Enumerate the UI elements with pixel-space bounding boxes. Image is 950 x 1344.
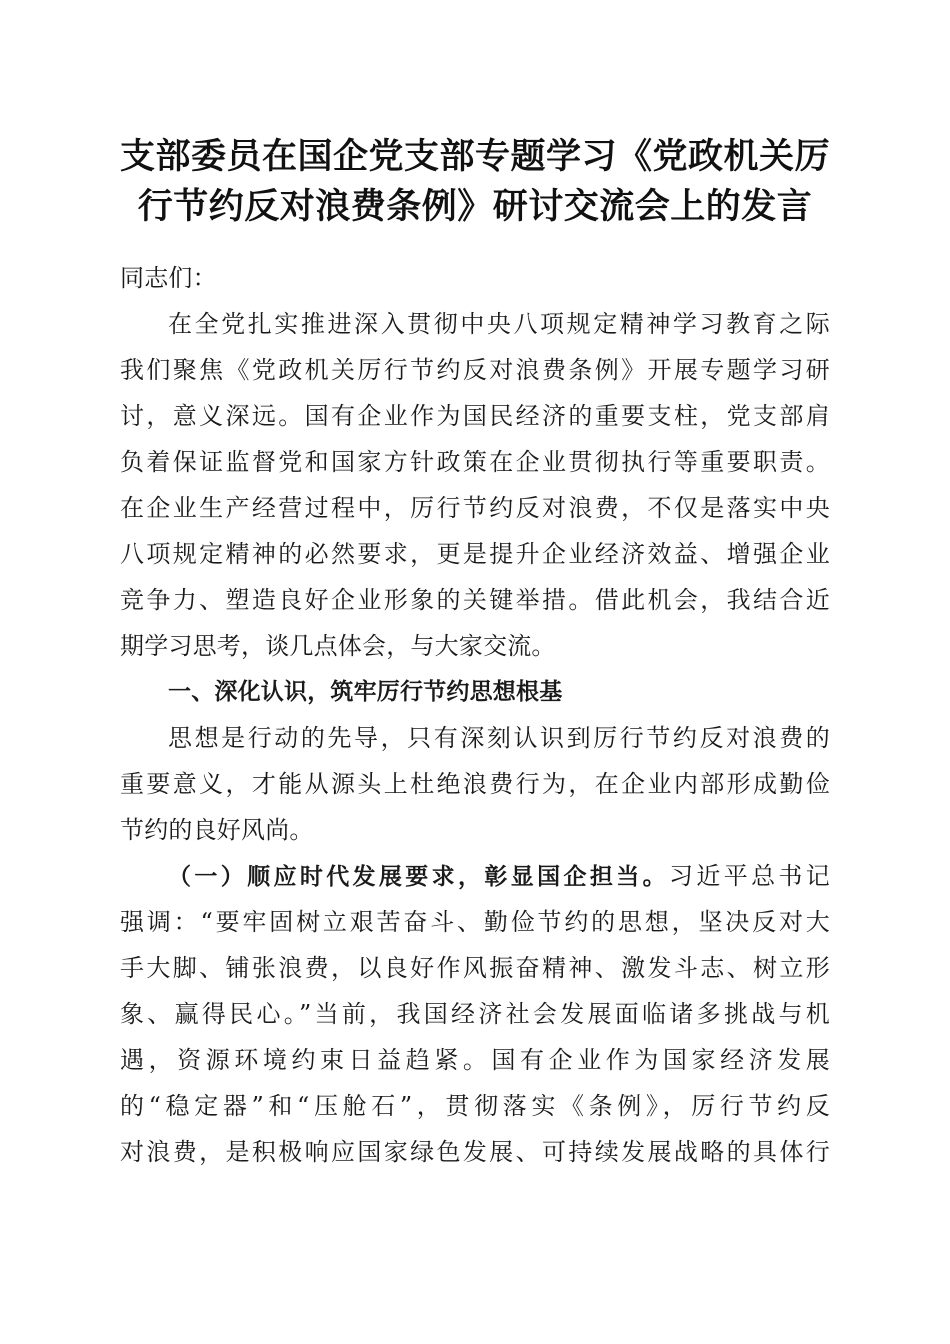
paragraph-subsection1 [120, 853, 830, 1175]
title-line-1: 支部委员在国企党支部专题学习《党政机关厉 [119, 136, 830, 177]
paragraph-line: 负着保证监督党和国家方针政策在企业贯彻执行等重要职责。 [120, 448, 830, 476]
paragraph-line: 的“稳定器”和“压舱石”，贯彻落实《条例》，厉行节约反 [120, 1092, 830, 1120]
paragraph-line: 我们聚焦《党政机关厉行节约反对浪费条例》开展专题学习研 [120, 356, 830, 384]
salutation: 同志们： [120, 264, 217, 292]
paragraph-line-rest: 习近平总书记 [668, 862, 830, 890]
paragraph-line: 强调：“要牢固树立艰苦奋斗、勤俭节约的思想，坚决反对大 [120, 908, 830, 936]
paragraph-line: 竞争力、塑造良好企业形象的关键举措。借此机会，我结合近 [120, 586, 830, 614]
paragraph-line: 期学习思考，谈几点体会，与大家交流。 [120, 632, 556, 660]
paragraph-line: 在全党扎实推进深入贯彻中央八项规定精神学习教育之际 [168, 310, 830, 338]
paragraph-line: 重要意义，才能从源头上杜绝浪费行为，在企业内部形成勤俭 [120, 770, 830, 798]
paragraph-section1 [120, 715, 830, 853]
paragraph-line: 讨，意义深远。国有企业作为国民经济的重要支柱，党支部肩 [120, 402, 830, 430]
section-heading-1: 一、深化认识，筑牢厉行节约思想根基 [168, 679, 563, 705]
paragraph-line: 在企业生产经营过程中，厉行节约反对浪费，不仅是落实中央 [120, 494, 830, 522]
subsection-heading-1: （一）顺应时代发展要求，彰显国企担当。 [168, 864, 669, 890]
document-title [110, 132, 840, 232]
paragraph-line: 八项规定精神的必然要求，更是提升企业经济效益、增强企业 [120, 540, 830, 568]
paragraph-line: 手大脚、铺张浪费，以良好作风振奋精神、激发斗志、树立形 [120, 954, 830, 982]
paragraph-line [120, 853, 830, 899]
paragraph-line: 遇，资源环境约束日益趋紧。国有企业作为国家经济发展 [120, 1046, 830, 1074]
paragraph-line: 对浪费，是积极响应国家绿色发展、可持续发展战略的具体行 [120, 1138, 830, 1166]
paragraph-line: 思想是行动的先导，只有深刻认识到厉行节约反对浪费的 [168, 724, 830, 752]
title-line-2: 行节约反对浪费条例》研讨交流会上的发言 [137, 186, 813, 227]
paragraph-intro [120, 301, 830, 669]
paragraph-line: 节约的良好风尚。 [120, 816, 314, 844]
paragraph-line: 象、赢得民心。”当前，我国经济社会发展面临诸多挑战与机 [120, 1000, 830, 1028]
document-body [120, 255, 830, 1175]
